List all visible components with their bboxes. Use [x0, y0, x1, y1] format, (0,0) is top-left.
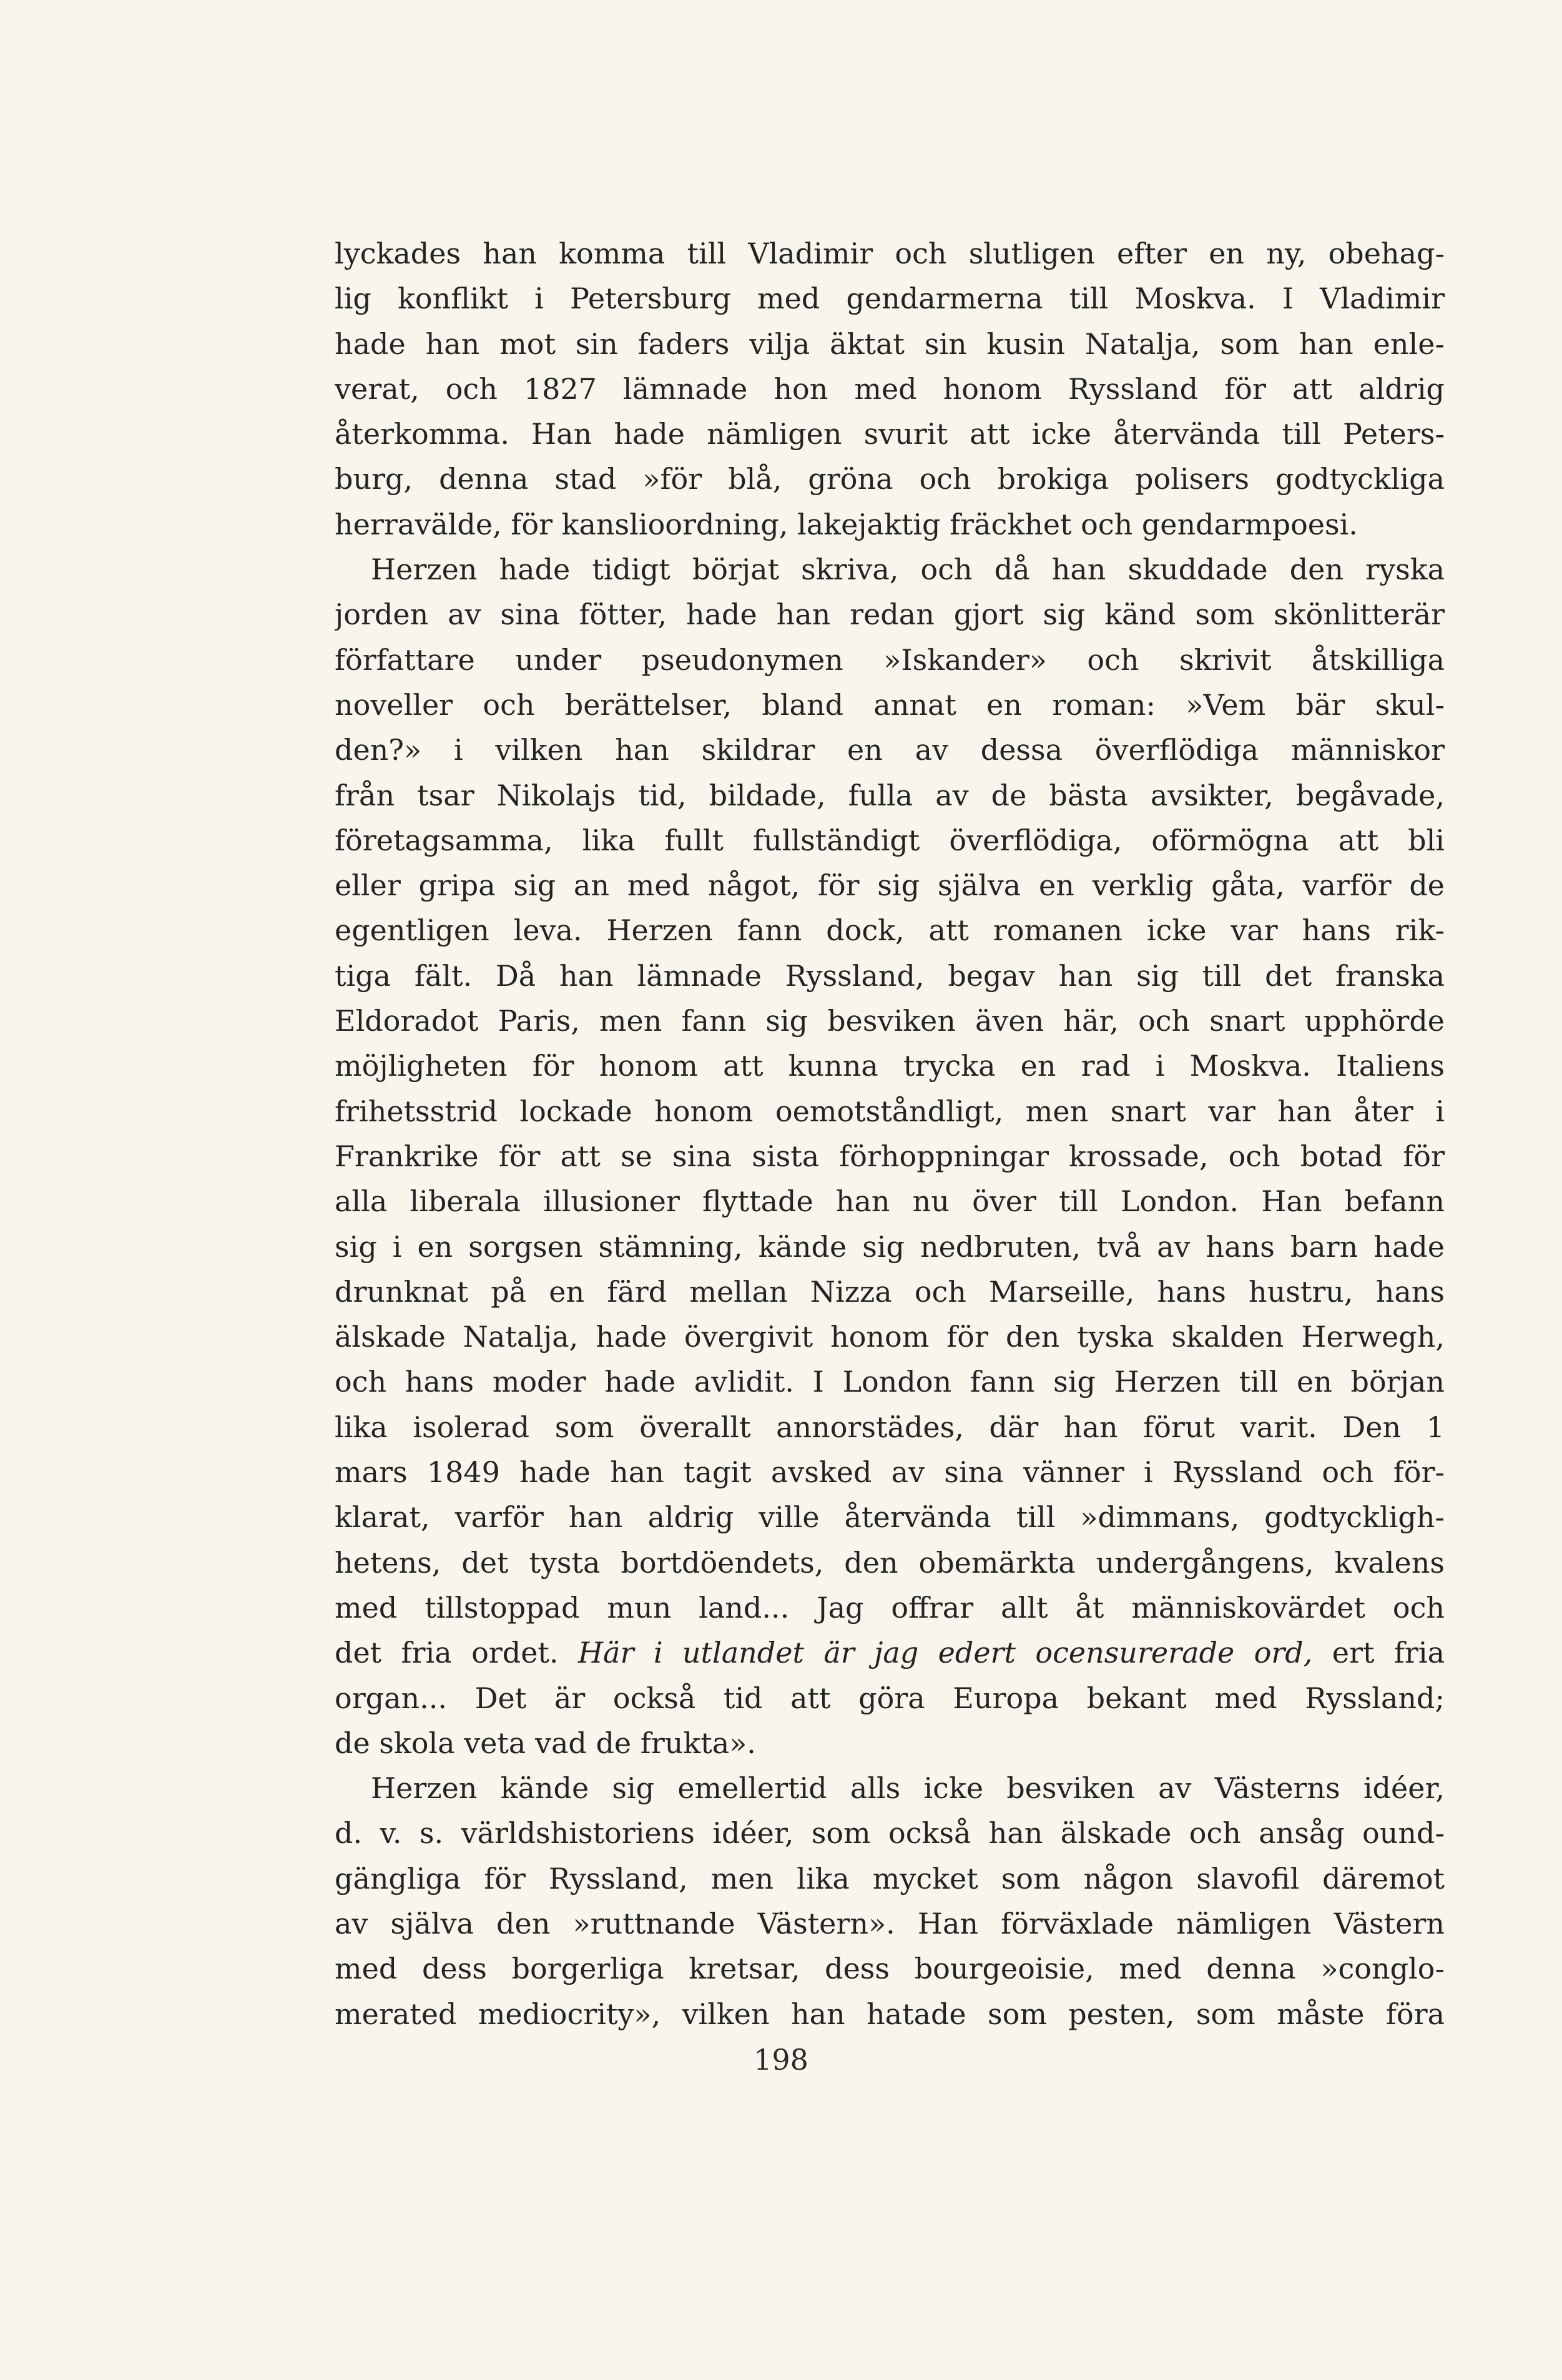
text-line: burg, denna stad »för blå, gröna och brokiga polisers godtyckliga [335, 462, 1445, 496]
text-line: med tillstoppad mun land... Jag offrar allt åt människovärdet och [335, 1590, 1445, 1625]
text-line: lyckades han komma till Vladimir och slutligen efter en ny, obehag- [335, 237, 1445, 270]
text-segment: ert fria [1332, 1636, 1445, 1670]
text-line: herravälde, för kanslioordning, lakejaktig fräckhet och gendarmpoesi. [335, 507, 1358, 541]
text-line: merated mediocrity», vilken han hatade som pesten, som måste föra [335, 1997, 1445, 2031]
text-line: älskade Natalja, hade övergivit honom för den tyska skalden Herwegh, [335, 1320, 1445, 1354]
text-line: organ... Det är också tid att göra Europa bekant med Ryssland; [335, 1681, 1445, 1715]
text-line: jorden av sina fötter, hade han redan gjort sig känd som skönlitterär [335, 597, 1445, 632]
text-line: alla liberala illusioner flyttade han nu över till London. Han befann [335, 1184, 1445, 1219]
text-line: författare under pseudonymen »Iskander» och skrivit åtskilliga [335, 642, 1445, 677]
text-line: Frankrike för att se sina sista förhoppningar krossade, och botad för [335, 1139, 1445, 1173]
text-line: sig i en sorgsen stämning, kände sig nedbruten, två av hans barn hade [335, 1229, 1445, 1264]
text-line: drunknat på en färd mellan Nizza och Marseille, hans hustru, hans [335, 1274, 1445, 1309]
text-line: frihetsstrid lockade honom oemotståndligt, men snart var han åter i [335, 1094, 1445, 1128]
text-line: från tsar Nikolajs tid, bildade, fulla av de bästa avsikter, begåvade, [335, 778, 1445, 812]
text-line: Herzen kände sig emellertid alls icke besviken av Västerns idéer, [371, 1771, 1445, 1806]
text-line: möjligheten för honom att kunna trycka en rad i Moskva. Italiens [335, 1049, 1445, 1083]
text-line: av själva den »ruttnande Västern». Han förväxlade nämligen Västern [335, 1906, 1445, 1940]
text-line: återkomma. Han hade nämligen svurit att icke återvända till Peters- [335, 417, 1445, 451]
text-line: noveller och berättelser, bland annat en roman: »Vem bär skul- [335, 687, 1445, 722]
body-text [335, 231, 1445, 2037]
text-line: och hans moder hade avlidit. I London fann sig Herzen till en början [335, 1365, 1445, 1399]
text-line: Herzen hade tidigt börjat skriva, och då han skuddade den ryska [371, 553, 1445, 587]
text-line: d. v. s. världshistoriens idéer, som också han älskade och ansåg ound- [335, 1816, 1445, 1851]
page-number: 198 [754, 2043, 808, 2077]
text-segment: det fria ordet. [335, 1636, 559, 1670]
italic-quote: Här i utlandet är jag edert ocensurerade ord, [577, 1636, 1313, 1670]
text-line: eller gripa sig an med något, för sig själva en verklig gåta, varför de [335, 868, 1445, 903]
text-line: den?» i vilken han skildrar en av dessa överflödiga människor [335, 733, 1445, 767]
text-line: verat, och 1827 lämnade hon med honom Ryssland för att aldrig [335, 371, 1445, 406]
text-line: gängliga för Ryssland, men lika mycket som någon slavofil däremot [335, 1861, 1445, 1896]
text-line: tiga fält. Då han lämnade Ryssland, begav han sig till det franska [335, 958, 1445, 993]
text-line: hetens, det tysta bortdöendets, den obemärkta undergångens, kvalens [335, 1545, 1445, 1580]
text-line: med dess borgerliga kretsar, dess bourgeoisie, med denna »conglo- [335, 1952, 1445, 1986]
text-line: klarat, varför han aldrig ville återvända till »dimmans, godtyckligh- [335, 1500, 1445, 1535]
text-line: lika isolerad som överallt annorstädes, där han förut varit. Den 1 [335, 1410, 1445, 1444]
text-line: hade han mot sin faders vilja äktat sin kusin Natalja, som han enle- [335, 327, 1445, 361]
text-line: de skola veta vad de frukta». [335, 1726, 756, 1760]
text-line: företagsamma, lika fullt fullständigt överflödiga, oförmögna att bli [335, 823, 1445, 857]
text-line: Eldoradot Paris, men fann sig besviken även här, och snart upphörde [335, 1004, 1445, 1038]
text-line: lig konflikt i Petersburg med gendarmerna till Moskva. I Vladimir [335, 282, 1445, 316]
text-line: egentligen leva. Herzen fann dock, att romanen icke var hans rik- [335, 913, 1445, 948]
text-line-mixed [335, 1630, 1445, 1675]
text-line: mars 1849 hade han tagit avsked av sina vänner i Ryssland och för- [335, 1455, 1445, 1490]
